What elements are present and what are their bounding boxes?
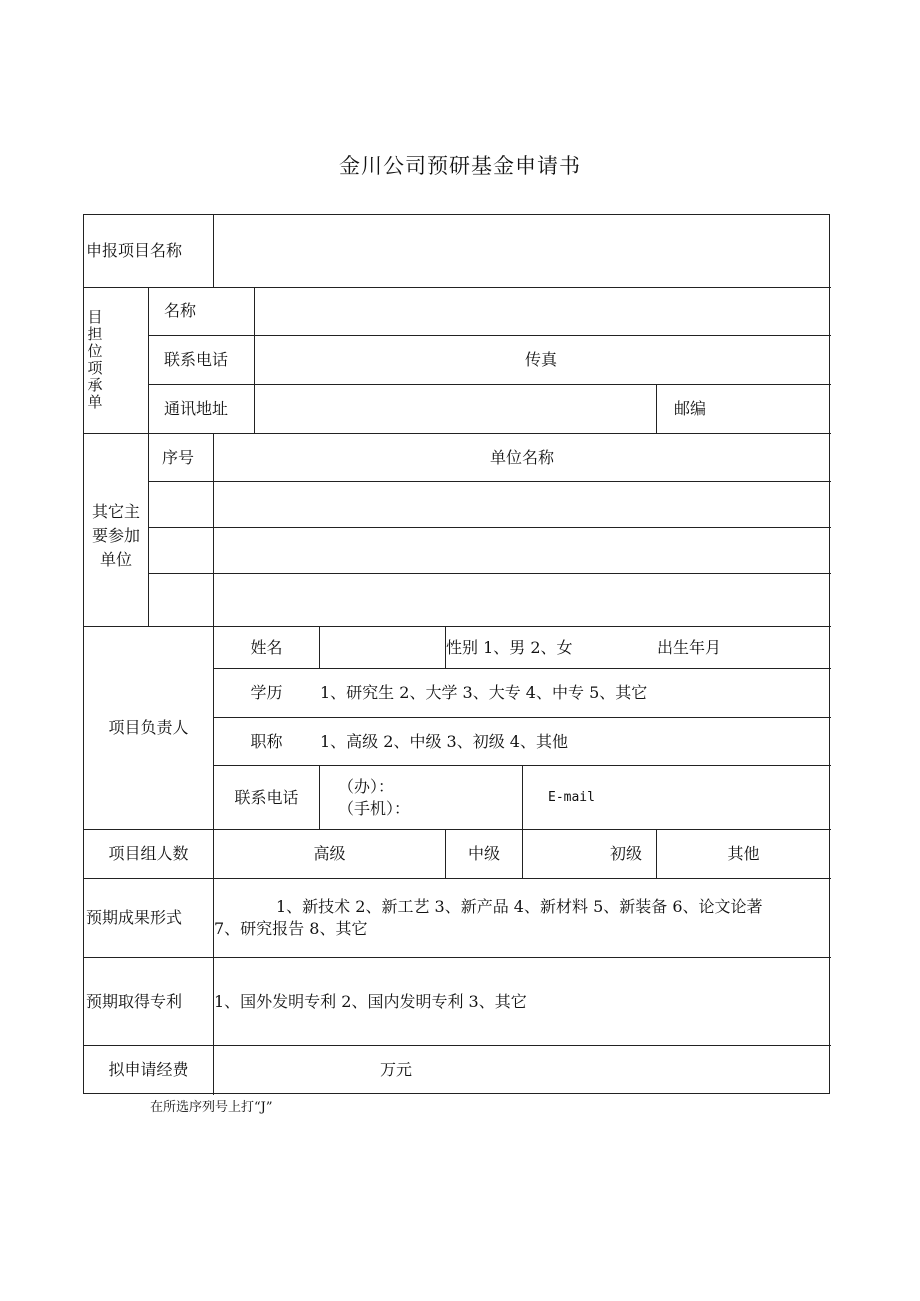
leader-name-field[interactable] [320, 627, 445, 668]
expected-patent-label: 预期取得专利 [86, 991, 183, 1011]
expected-patent-options[interactable]: 1、国外发明专利 2、国内发明专利 3、其它 [214, 991, 527, 1011]
other-unit-row-2[interactable] [214, 528, 830, 573]
unit-name-field[interactable] [255, 287, 830, 335]
gender-options[interactable]: 性别 1、男 2、女 [446, 637, 573, 657]
gender-birth-cell [446, 627, 830, 668]
birth-date-label: 出生年月 [657, 637, 722, 657]
fax-label: 传真 [525, 350, 558, 369]
unit-name-label: 名称 [164, 301, 197, 320]
team-middle-label: 中级 [467, 844, 500, 863]
leader-phone-field[interactable] [320, 766, 522, 829]
professional-title-options[interactable]: 1、高级 2、中级 3、初级 4、其他 [320, 731, 568, 751]
unit-address-field[interactable] [255, 385, 656, 433]
footnote: 在所选序列号上打“J” [150, 1100, 273, 1115]
document-title: 金川公司预研基金申请书 [339, 154, 581, 178]
mobile-phone-label: （手机）： [338, 798, 411, 818]
project-name-label: 申报项目名称 [86, 241, 183, 260]
education-label: 学历 [250, 683, 283, 702]
unit-phone-label: 联系电话 [164, 350, 229, 369]
expected-outcome-label: 预期成果形式 [86, 908, 183, 927]
postcode-label: 邮编 [674, 399, 707, 418]
application-form-table [83, 214, 830, 1094]
professional-title-label: 职称 [250, 731, 283, 751]
team-other-label: 其他 [727, 844, 760, 863]
education-options[interactable]: 1、研究生 2、大学 3、大专 4、中专 5、其它 [320, 683, 648, 702]
team-senior-label: 高级 [313, 844, 346, 863]
team-junior-label: 初级 [609, 844, 642, 863]
project-name-field[interactable] [214, 215, 830, 287]
other-units-group-label: 其它主 要参加 单位 [91, 502, 140, 569]
leader-name-label: 姓名 [250, 637, 283, 657]
office-phone-label: （办）： [338, 776, 395, 796]
funding-label: 拟申请经费 [108, 1060, 189, 1079]
unit-name-header: 单位名称 [489, 447, 554, 467]
unit-phone-field[interactable] [255, 336, 830, 384]
email-label: E-mail [548, 789, 595, 805]
unit-address-label: 通讯地址 [164, 399, 229, 418]
other-unit-row-3[interactable] [214, 574, 830, 626]
expected-outcome-options[interactable]: 1、新技术 2、新工艺 3、新产品 4、新材料 5、新装备 6、论文论著 7、研究报告 8、其它 [214, 897, 763, 938]
undertaking-unit-group-label: 目 担 位 项 承 单 [87, 308, 103, 411]
other-unit-row-1[interactable] [214, 482, 830, 527]
leader-contact-label: 联系电话 [234, 787, 299, 807]
project-leader-group-label: 项目负责人 [108, 718, 189, 737]
sequence-number-header: 序号 [162, 447, 195, 467]
funding-amount-field[interactable] [214, 1046, 830, 1094]
team-size-label: 项目组人数 [108, 844, 189, 863]
email-field[interactable] [548, 766, 830, 829]
funding-unit-label: 万元 [380, 1060, 413, 1079]
